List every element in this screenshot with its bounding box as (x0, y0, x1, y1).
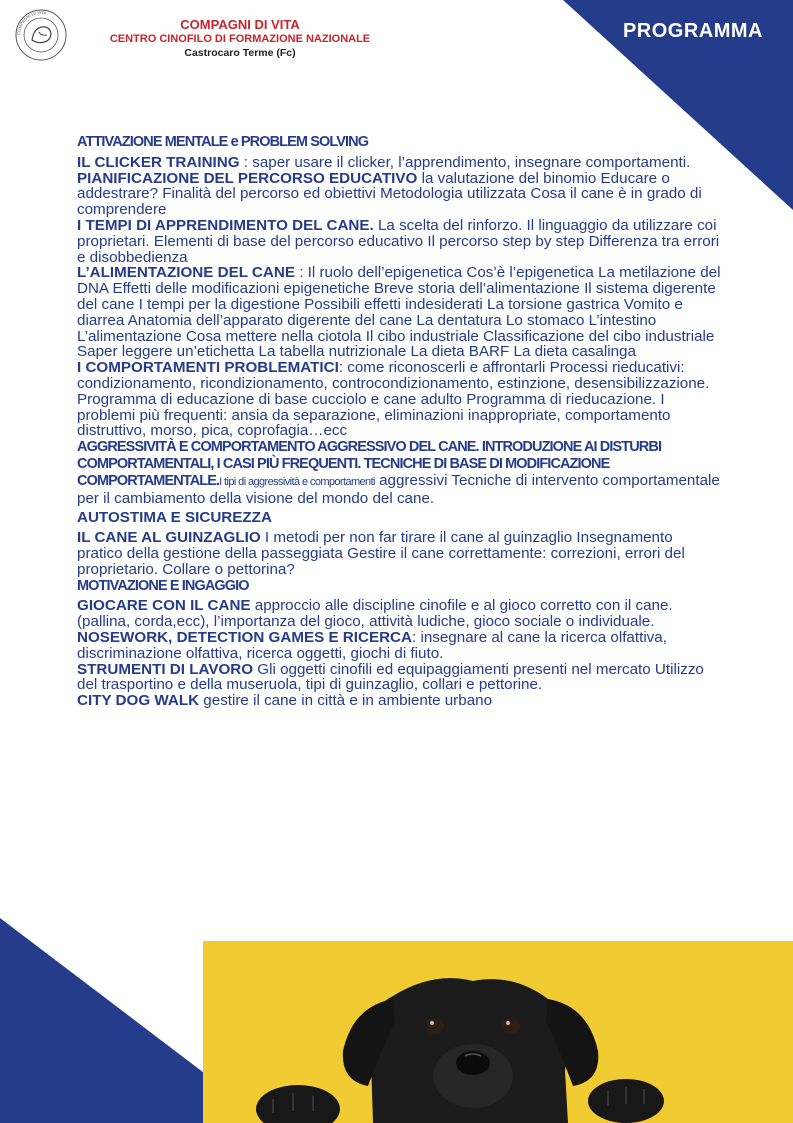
program-item (77, 171, 722, 218)
program-item (77, 578, 722, 595)
dog-eye-left (426, 1018, 444, 1034)
program-item (77, 134, 722, 151)
dog-paw-left (256, 1085, 340, 1123)
page-label: PROGRAMMA (622, 20, 763, 42)
item-title: PIANIFICAZIONE DEL PERCORSO EDUCATIVO (77, 169, 418, 187)
org-name: COMPAGNI DI VITA (180, 17, 300, 32)
org-subtitle: CENTRO CINOFILO DI FORMAZIONE NAZIONALE (109, 33, 371, 46)
item-text: approccio alle discipline cinofile e al gioco corretto con il cane. (pallina, corda,ecc), l’importanza del gioco, attività ludiche, gioco sociale o individuale. (77, 597, 673, 631)
item-title: STRUMENTI DI LAVORO (77, 660, 254, 678)
item-title: NOSEWORK, DETECTION GAMES E RICERCA (77, 628, 412, 646)
item-text: aggressivi Tecniche di intervento comportamentale per il cambiamento della visione del mondo del cane. (77, 471, 720, 507)
program-item (77, 439, 722, 506)
dog-eye-right (502, 1018, 520, 1034)
item-title: MOTIVAZIONE E INGAGGIO (77, 577, 249, 594)
program-item (77, 218, 722, 265)
item-subtitle: I tipi di aggressività e comportamenti (219, 475, 375, 488)
item-title: ATTIVAZIONE MENTALE e PROBLEM SOLVING (77, 134, 369, 150)
item-text: Gli oggetti cinofili ed equipaggiamenti presenti nel mercato Utilizzo del trasportino e della museruola, tipi di guinzaglio, collari e pettorine. (77, 660, 704, 694)
program-item (77, 630, 722, 662)
program-item (77, 360, 722, 439)
item-title: CITY DOG WALK (77, 692, 200, 710)
program-item (77, 693, 722, 709)
svg-text:COMPAGNI DI VITA (16, 10, 47, 35)
program-list (77, 134, 722, 709)
item-text: gestire il cane in città e in ambiente urbano (199, 692, 493, 710)
item-text: : insegnare al cane la ricerca olfattiva, discriminazione olfattiva, ricerca oggetti, giochi di fiuto. (77, 628, 667, 662)
program-item (77, 662, 722, 694)
org-location: Castrocaro Terme (Fc) (184, 47, 296, 59)
item-title: I TEMPI DI APPRENDIMENTO DEL CANE. (77, 216, 374, 234)
item-text: I metodi per non far tirare il cane al guinzaglio Insegnamento pratico della gestione della passeggiata Gestire il cane correttamente: correzioni, errori del proprietario. Collare o pettorina? (77, 529, 685, 578)
item-text: La scelta del rinforzo. Il linguaggio da utilizzare coi proprietari. Elementi di base del percorso educativo Il percorso step by step Differenza tra errori e disobbedienza (77, 216, 720, 266)
item-text: la valutazione del binomio Educare o addestrare? Finalità del percorso ed obiettivi Metodologia utilizzata Cosa il cane è in grado di comprendere (77, 169, 702, 219)
item-title: I COMPORTAMENTI PROBLEMATICI (77, 359, 339, 377)
logo (14, 8, 68, 62)
item-title: L’ALIMENTAZIONE DEL CANE (77, 264, 295, 282)
item-text: : come riconoscerli e affrontarli Processi rieducativi: condizionamento, ricondizionamento, controcondizionamento, estinzione, desensibilizzazione. Programma di educazione di base cucciolo e cane adulto Programma di rieducazione. I problemi più frequenti: ansia da separazione, eliminazioni inappropriate, comportamento distruttivo, morso, pica, coprofagia…ecc (77, 359, 710, 440)
organization-header (95, 17, 385, 60)
program-item (77, 530, 722, 577)
program-item (77, 510, 722, 526)
program-item (77, 155, 722, 171)
item-title: GIOCARE CON IL CANE (77, 597, 251, 615)
item-title: IL CANE AL GUINZAGLIO (77, 529, 261, 547)
item-text: : saper usare il clicker, l’apprendimento, insegnare comportamenti. (239, 153, 691, 171)
item-title: IL CLICKER TRAINING (77, 153, 240, 171)
puppy-photo (203, 941, 793, 1123)
program-item (77, 598, 722, 630)
item-text: : Il ruolo dell’epigenetica Cos’è l’epigenetica La metilazione del DNA Effetti delle modificazioni epigenetiche Breve storia dell’alimentazione Il sistema digerente del cane I tempi per la digestione Possibili effetti indesiderati La torsione gastrica Vomito e diarrea Anatomia dell’apparato digerente del cane La dentatura Lo stomaco L’intestino L’alimentazione Cosa mettere nella ciotola Il cibo industriale Classificazione del cibo industriale Saper leggere un’etichetta La tabella nutrizionale La dieta BARF La dieta casalinga (77, 264, 721, 361)
item-title: AGGRESSIVITÀ E COMPORTAMENTO AGGRESSIVO DEL CANE. INTRODUZIONE AI DISTURBI COMPORTAMENTALI, I CASI PIÙ FREQUENTI. TECNICHE DI BASE DI MODIFICAZIONE COMPORTAMENTALE. (77, 439, 662, 489)
logo-text: COMPAGNI DI VITA (15, 9, 47, 36)
program-item (77, 265, 722, 360)
item-title: AUTOSTIMA E SICUREZZA (77, 509, 272, 527)
